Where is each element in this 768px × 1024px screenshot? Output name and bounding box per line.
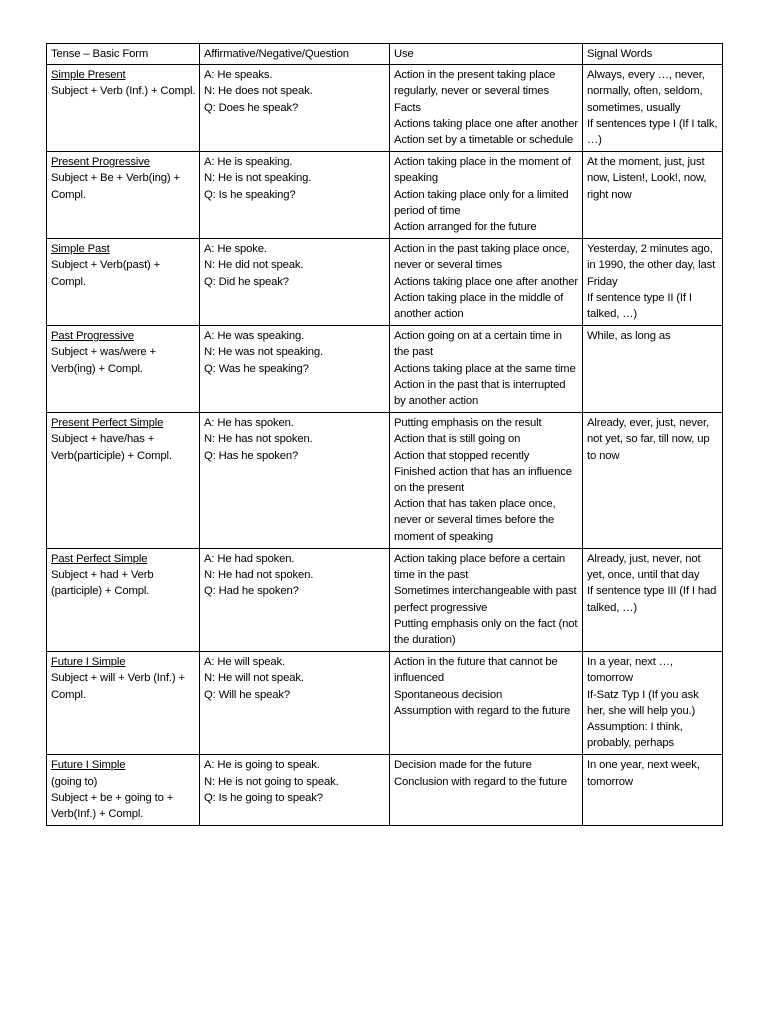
table-row — [47, 65, 723, 152]
signal-words-item: Always, every …, never, normally, often, seldom, sometimes, usually — [587, 69, 705, 114]
signal-words-item: Already, just, never, not yet, once, until that day — [587, 552, 701, 582]
use-cell — [390, 413, 583, 549]
example-sentence: A: He has spoken. — [204, 417, 294, 430]
use-cell — [390, 326, 583, 413]
signal-words-cell — [583, 326, 723, 413]
example-sentence: Q: Did he speak? — [204, 275, 289, 288]
example-sentence: Q: Is he speaking? — [204, 188, 296, 201]
use-item: Actions taking place at the same time — [394, 362, 576, 375]
table-row — [47, 326, 723, 413]
use-item: Spontaneous decision — [394, 688, 503, 701]
use-item: Action taking place only for a limited period of time — [394, 188, 569, 217]
signal-words-item: Assumption: I think, probably, perhaps — [587, 720, 683, 750]
tense-name: Past Progressive — [51, 330, 134, 343]
example-sentence: N: He had not spoken. — [204, 569, 314, 582]
use-item: Decision made for the future — [394, 759, 532, 772]
example-sentence: Q: Does he speak? — [204, 101, 299, 114]
signal-words-cell — [583, 652, 723, 755]
example-sentence: A: He is going to speak. — [204, 759, 320, 772]
table-row — [47, 755, 723, 826]
basic-form-line: Subject + had + Verb (participle) + Compl. — [51, 569, 154, 598]
use-item: Finished action that has an influence on the present — [394, 465, 572, 495]
use-item: Action that is still going on — [394, 433, 521, 446]
tense-name: Future I Simple — [51, 656, 126, 669]
use-item: Action that stopped recently — [394, 449, 530, 462]
example-sentence: A: He is speaking. — [204, 156, 293, 169]
example-sentence: N: He will not speak. — [204, 672, 304, 685]
basic-form-line: Subject + be + going to + Verb(Inf.) + Compl. — [51, 791, 174, 820]
signal-words-item: In one year, next week, tomorrow — [587, 759, 700, 788]
signal-words-cell — [583, 413, 723, 549]
signal-words-cell — [583, 755, 723, 826]
tense-name: Present Perfect Simple — [51, 417, 164, 430]
affirmative-negative-question-cell — [200, 239, 390, 326]
example-sentence: Q: Has he spoken? — [204, 449, 299, 462]
example-sentence: N: He did not speak. — [204, 259, 304, 272]
table-row — [47, 152, 723, 239]
signal-words-item: While, as long as — [587, 330, 671, 343]
signal-words-cell — [583, 239, 723, 326]
use-item: Action taking place in the middle of another action — [394, 291, 564, 321]
basic-form-line: Subject + Be + Verb(ing) + Compl. — [51, 172, 180, 201]
use-cell — [390, 652, 583, 755]
tense-name: Simple Present — [51, 69, 126, 82]
table-row — [47, 548, 723, 651]
tense-form-cell — [47, 548, 200, 651]
example-sentence: A: He was speaking. — [204, 330, 305, 343]
use-item: Actions taking place one after another — [394, 275, 578, 288]
use-item: Action that has taken place once, never or several times before the moment of speaking — [394, 498, 556, 543]
example-sentence: N: He is not speaking. — [204, 172, 312, 185]
use-item: Conclusion with regard to the future — [394, 775, 567, 788]
header-affirmative-negative-question: Affirmative/Negative/Question — [200, 44, 390, 65]
use-cell — [390, 548, 583, 651]
use-item: Action in the past taking place once, never or several times — [394, 243, 570, 272]
example-sentence: Q: Is he going to speak? — [204, 791, 323, 804]
signal-words-item: In a year, next …, tomorrow — [587, 656, 673, 685]
affirmative-negative-question-cell — [200, 548, 390, 651]
use-item: Facts — [394, 101, 421, 114]
signal-words-cell — [583, 65, 723, 152]
tense-form-cell — [47, 239, 200, 326]
header-row — [47, 44, 723, 65]
example-sentence: N: He has not spoken. — [204, 433, 313, 446]
signal-words-item: If-Satz Typ I (If you ask her, she will help you.) — [587, 688, 699, 717]
signal-words-item: Already, ever, just, never, not yet, so far, till now, up to now — [587, 417, 710, 462]
tense-name: Future I Simple — [51, 759, 126, 772]
example-sentence: N: He was not speaking. — [204, 346, 323, 359]
basic-form-line: Subject + will + Verb (Inf.) + Compl. — [51, 672, 185, 701]
use-item: Action arranged for the future — [394, 221, 537, 234]
use-item: Action in the present taking place regularly, never or several times — [394, 69, 556, 98]
signal-words-cell — [583, 152, 723, 239]
tenses-table — [46, 43, 723, 826]
example-sentence: Q: Had he spoken? — [204, 585, 299, 598]
use-item: Action taking place before a certain time in the past — [394, 552, 566, 582]
affirmative-negative-question-cell — [200, 413, 390, 549]
table-row — [47, 239, 723, 326]
use-cell — [390, 152, 583, 239]
example-sentence: A: He speaks. — [204, 69, 273, 82]
example-sentence: Q: Was he speaking? — [204, 362, 309, 375]
tense-form-cell — [47, 755, 200, 826]
header-signal-words: Signal Words — [583, 44, 723, 65]
header-tense-basic-form: Tense – Basic Form — [47, 44, 200, 65]
example-sentence: A: He will speak. — [204, 656, 285, 669]
example-sentence: N: He does not speak. — [204, 85, 313, 98]
affirmative-negative-question-cell — [200, 152, 390, 239]
tense-form-cell — [47, 326, 200, 413]
use-item: Action in the past that is interrupted by another action — [394, 378, 566, 408]
basic-form-line: (going to) — [51, 775, 98, 788]
header-use: Use — [390, 44, 583, 65]
use-item: Putting emphasis on the result — [394, 417, 542, 430]
tense-form-cell — [47, 413, 200, 549]
signal-words-item: At the moment, just, just now, Listen!, Look!, now, right now — [587, 156, 707, 201]
tenses-document — [46, 43, 722, 826]
use-item: Actions taking place one after another — [394, 117, 578, 130]
use-cell — [390, 755, 583, 826]
tense-form-cell — [47, 652, 200, 755]
use-cell — [390, 239, 583, 326]
use-cell — [390, 65, 583, 152]
use-item: Action going on at a certain time in the past — [394, 330, 562, 359]
example-sentence: Q: Will he speak? — [204, 688, 290, 701]
tense-form-cell — [47, 152, 200, 239]
signal-words-cell — [583, 548, 723, 651]
use-item: Assumption with regard to the future — [394, 704, 571, 717]
basic-form-line: Subject + Verb (Inf.) + Compl. — [51, 85, 196, 98]
signal-words-item: If sentences type I (If I talk, …) — [587, 117, 718, 147]
table-body — [47, 65, 723, 826]
example-sentence: A: He had spoken. — [204, 552, 295, 565]
basic-form-line: Subject + have/has + Verb(participle) + Compl. — [51, 433, 172, 462]
use-item: Action in the future that cannot be influenced — [394, 656, 558, 685]
use-item: Sometimes interchangeable with past perfect progressive — [394, 585, 577, 614]
tense-name: Past Perfect Simple — [51, 552, 148, 565]
signal-words-item: Yesterday, 2 minutes ago, in 1990, the other day, last Friday — [587, 243, 716, 288]
table-row — [47, 652, 723, 755]
example-sentence: N: He is not going to speak. — [204, 775, 339, 788]
use-item: Action taking place in the moment of speaking — [394, 156, 571, 185]
signal-words-item: If sentence type III (If I had talked, …) — [587, 585, 717, 614]
affirmative-negative-question-cell — [200, 652, 390, 755]
signal-words-item: If sentence type II (If I talked, …) — [587, 291, 692, 321]
basic-form-line: Subject + was/were + Verb(ing) + Compl. — [51, 346, 157, 375]
tense-name: Present Progressive — [51, 156, 150, 169]
affirmative-negative-question-cell — [200, 65, 390, 152]
use-item: Putting emphasis only on the fact (not the duration) — [394, 617, 578, 646]
tense-form-cell — [47, 65, 200, 152]
basic-form-line: Subject + Verb(past) + Compl. — [51, 259, 161, 288]
affirmative-negative-question-cell — [200, 755, 390, 826]
affirmative-negative-question-cell — [200, 326, 390, 413]
example-sentence: A: He spoke. — [204, 243, 267, 256]
tense-name: Simple Past — [51, 243, 110, 256]
use-item: Action set by a timetable or schedule — [394, 134, 574, 147]
table-row — [47, 413, 723, 549]
